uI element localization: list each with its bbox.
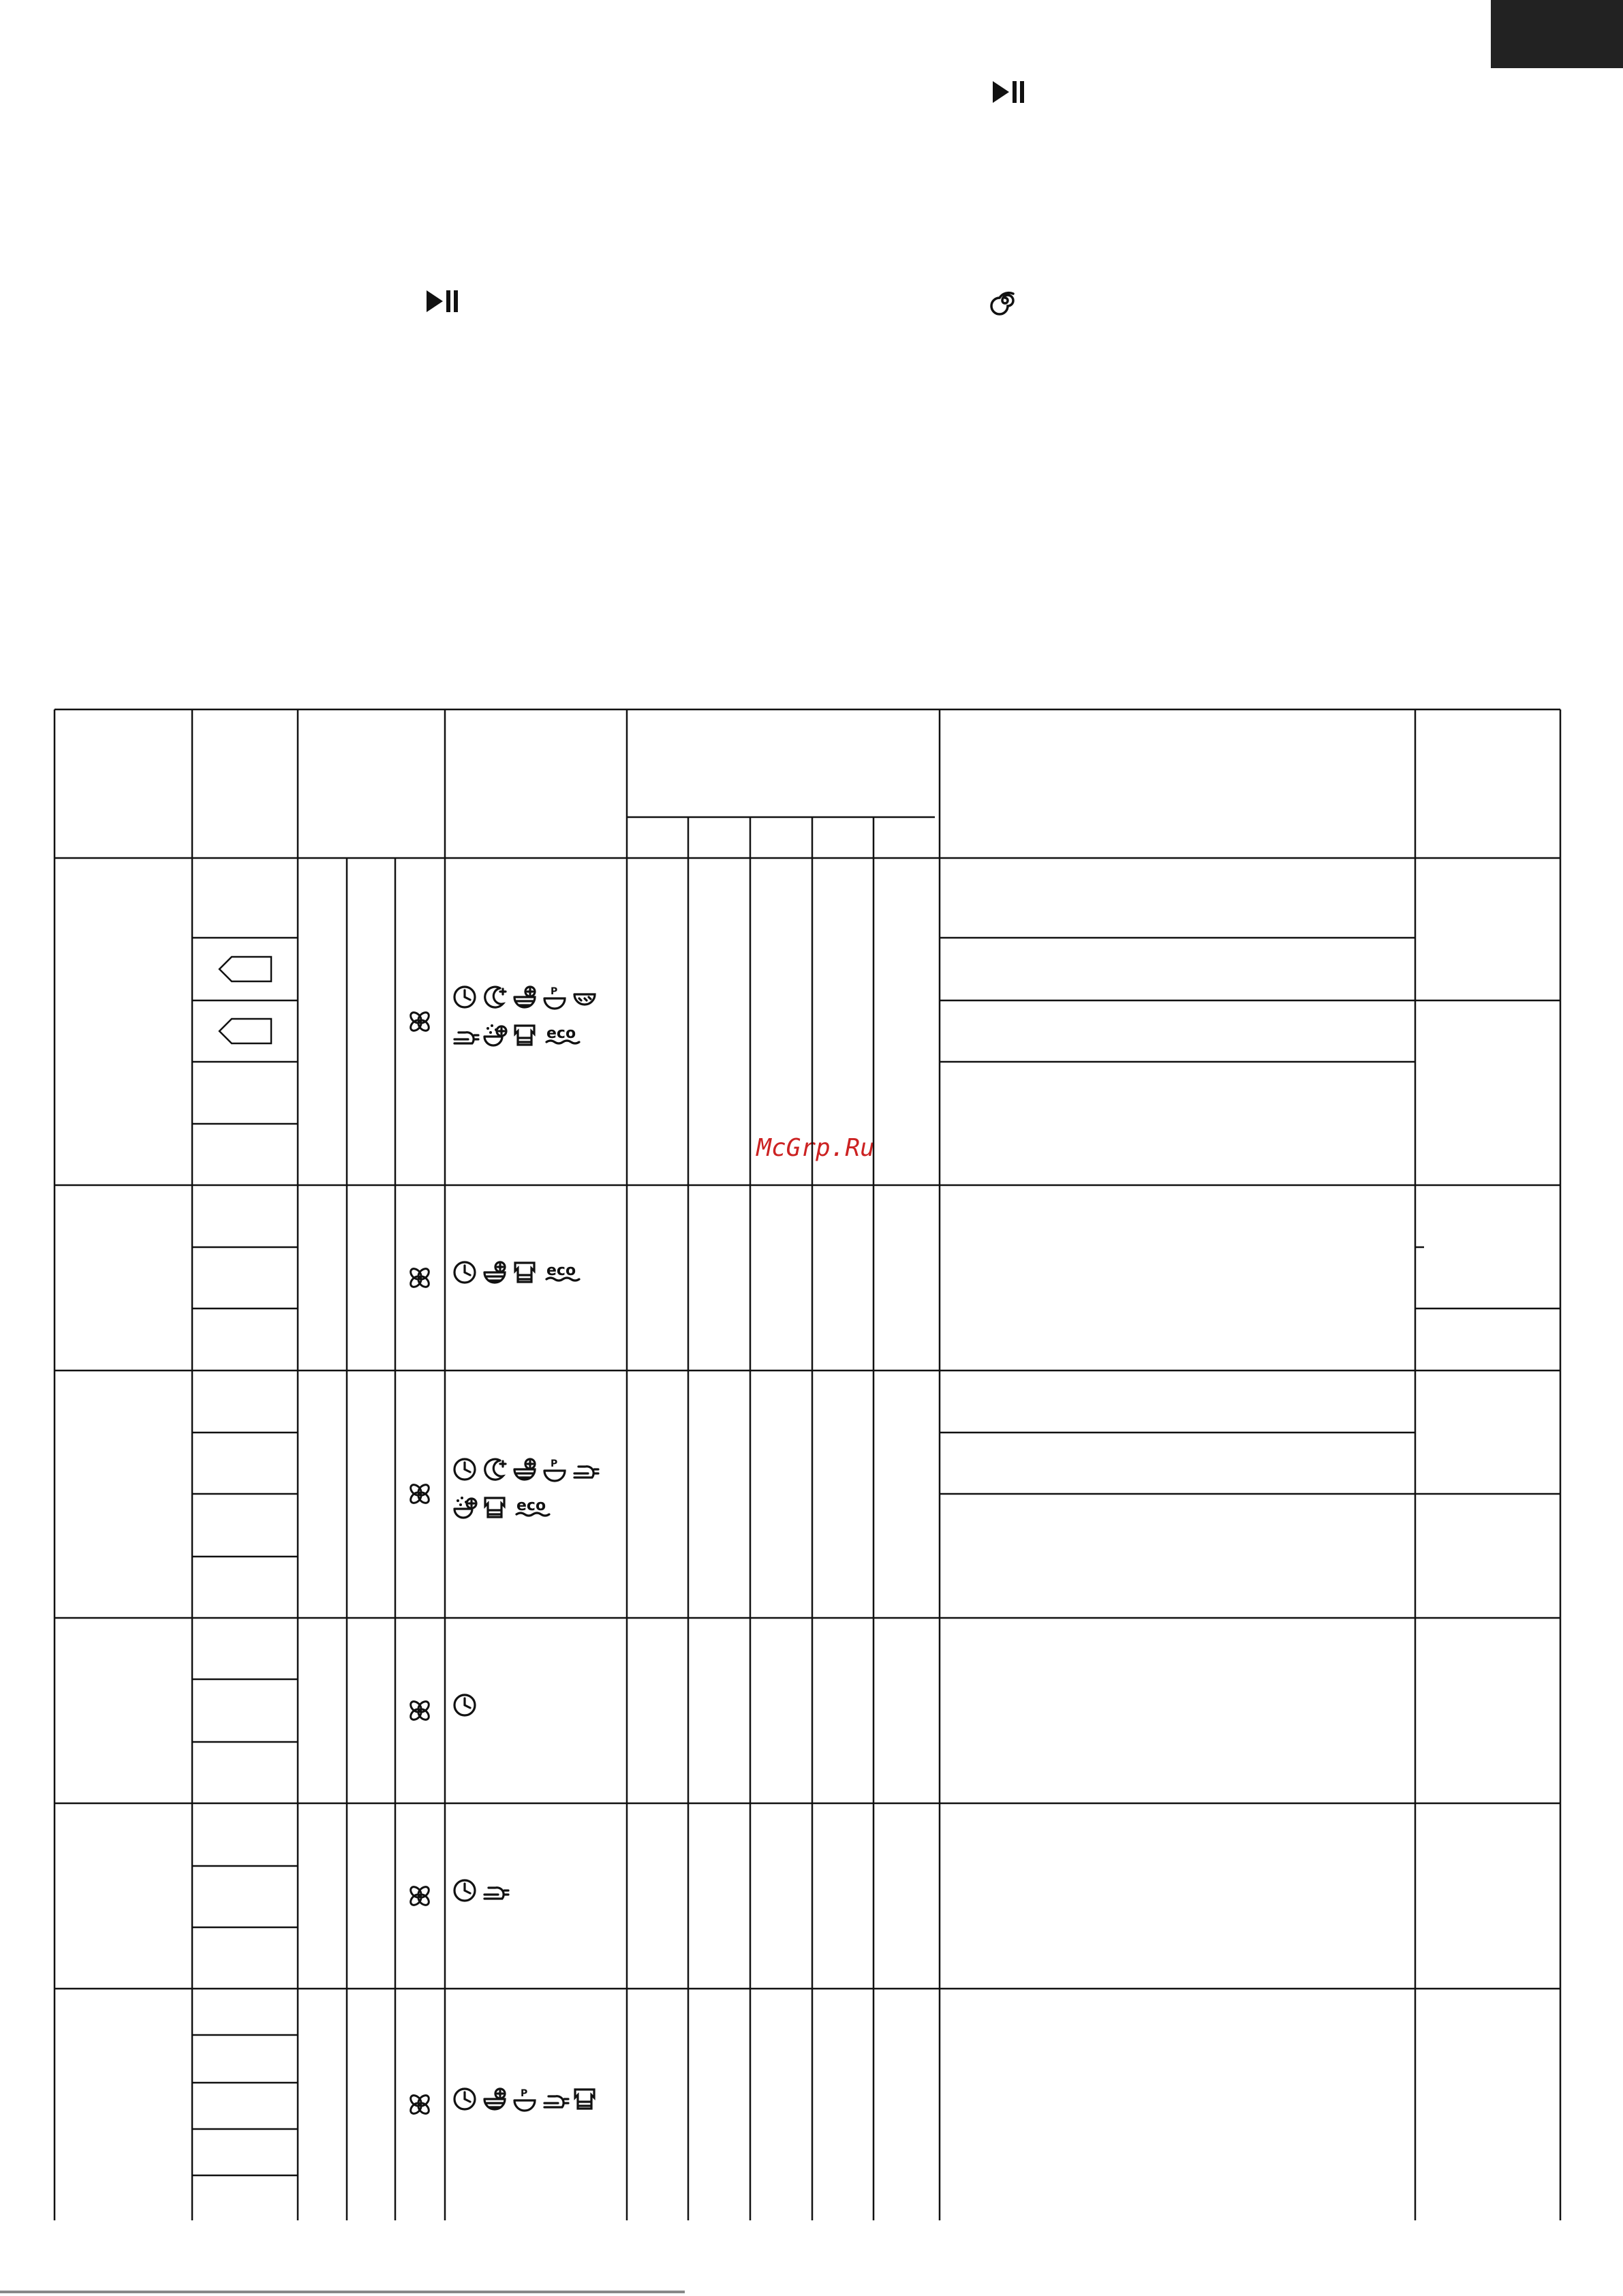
intensive-icon (575, 2090, 594, 2109)
easy-iron-icon (484, 1888, 508, 1899)
timer-icon (454, 1262, 475, 1283)
timer-icon (454, 1695, 475, 1715)
svg-text:eco: eco (546, 1025, 576, 1042)
eco-icon (546, 1025, 579, 1043)
tag-icon (219, 1019, 271, 1043)
svg-text:eco: eco (516, 1497, 546, 1514)
stain-icon (484, 1024, 506, 1045)
tag-icon (219, 957, 271, 981)
eco-icon (516, 1497, 549, 1516)
intensive-icon (515, 1263, 534, 1282)
extra-rinse-icon (544, 986, 565, 1009)
easy-iron-icon (544, 2096, 568, 2107)
intensive-icon (515, 1026, 534, 1045)
fan-icon (409, 1700, 431, 1722)
timer-icon (454, 2089, 475, 2109)
prewash-icon (514, 1459, 535, 1480)
fan-icon (409, 1483, 431, 1505)
intensive-icon (485, 1498, 504, 1517)
svg-text:P: P (551, 986, 558, 997)
timer-icon (454, 987, 475, 1007)
night-mode-icon (485, 1459, 506, 1480)
prewash-icon (484, 2089, 505, 2109)
fan-icon (409, 1267, 431, 1289)
watermark: McGrp.Ru (756, 1134, 875, 1162)
prewash-icon (484, 1262, 505, 1283)
svg-text:P: P (521, 2088, 528, 2099)
extra-rinse-icon (514, 2088, 535, 2111)
svg-text:eco: eco (546, 1262, 576, 1279)
extra-rinse-icon (544, 1458, 565, 1481)
eco-icon (546, 1262, 579, 1281)
easy-iron-icon (454, 1032, 478, 1043)
timer-icon (454, 1459, 475, 1480)
prewash-icon (514, 987, 535, 1007)
night-mode-icon (485, 987, 506, 1007)
rinse-icon (574, 994, 595, 1005)
fan-icon (409, 1885, 431, 1908)
svg-text:P: P (551, 1458, 558, 1469)
easy-iron-icon (574, 1467, 598, 1478)
fan-icon (409, 2094, 431, 2116)
fan-icon (409, 1011, 431, 1033)
footer-rule (0, 2291, 685, 2293)
stain-icon (454, 1497, 476, 1518)
timer-icon (454, 1880, 475, 1901)
